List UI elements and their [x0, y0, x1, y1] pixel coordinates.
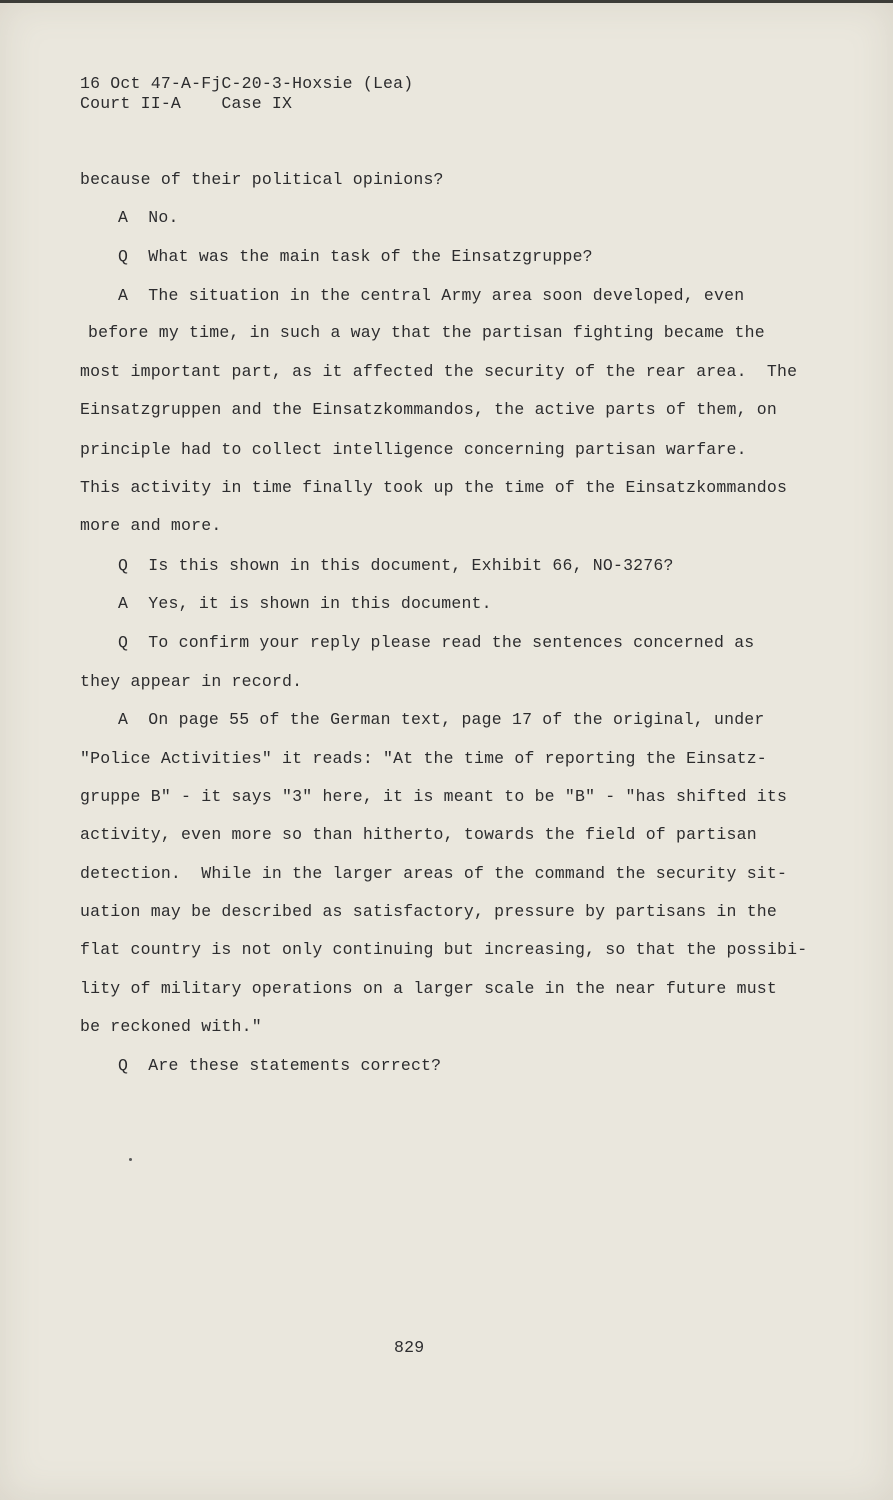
- header-line-2: Court II-A Case IX: [80, 94, 293, 113]
- body-line: detection. While in the larger areas of the command the security sit-: [80, 864, 788, 883]
- body-line: Q What was the main task of the Einsatzgruppe?: [118, 247, 593, 266]
- body-line: uation may be described as satisfactory, pressure by partisans in the: [80, 902, 778, 921]
- body-line: A No.: [118, 208, 179, 227]
- body-line: principle had to collect intelligence concerning partisan warfare.: [80, 440, 747, 459]
- body-line: "Police Activities" it reads: "At the time of reporting the Einsatz-: [80, 749, 767, 768]
- body-line: Q Are these statements correct?: [118, 1056, 442, 1075]
- body-line: they appear in record.: [80, 672, 303, 691]
- body-line: Q Is this shown in this document, Exhibit 66, NO-3276?: [118, 556, 674, 575]
- header-line-1: 16 Oct 47-A-FjC-20-3-Hoxsie (Lea): [80, 74, 414, 93]
- body-line: more and more.: [80, 516, 222, 535]
- body-line: A On page 55 of the German text, page 17 of the original, under: [118, 710, 765, 729]
- body-line: be reckoned with.": [80, 1017, 262, 1036]
- body-line: A The situation in the central Army area soon developed, even: [118, 286, 745, 305]
- page-edge: [0, 0, 893, 3]
- body-line: because of their political opinions?: [80, 170, 444, 189]
- paper-speck: [129, 1158, 132, 1161]
- body-line: Einsatzgruppen and the Einsatzkommandos, the active parts of them, on: [80, 400, 778, 419]
- body-line: gruppe B" - it says "3" here, it is meant to be "B" - "has shifted its: [80, 787, 788, 806]
- body-line: lity of military operations on a larger scale in the near future must: [80, 979, 778, 998]
- body-line: Q To confirm your reply please read the sentences concerned as: [118, 633, 755, 652]
- body-line: before my time, in such a way that the partisan fighting became the: [88, 323, 765, 342]
- body-line: activity, even more so than hitherto, towards the field of partisan: [80, 825, 757, 844]
- body-line: most important part, as it affected the security of the rear area. The: [80, 362, 798, 381]
- body-line: flat country is not only continuing but increasing, so that the possibi-: [80, 940, 808, 959]
- page-number: 829: [394, 1338, 425, 1357]
- body-line: A Yes, it is shown in this document.: [118, 594, 492, 613]
- body-line: This activity in time finally took up the time of the Einsatzkommandos: [80, 478, 788, 497]
